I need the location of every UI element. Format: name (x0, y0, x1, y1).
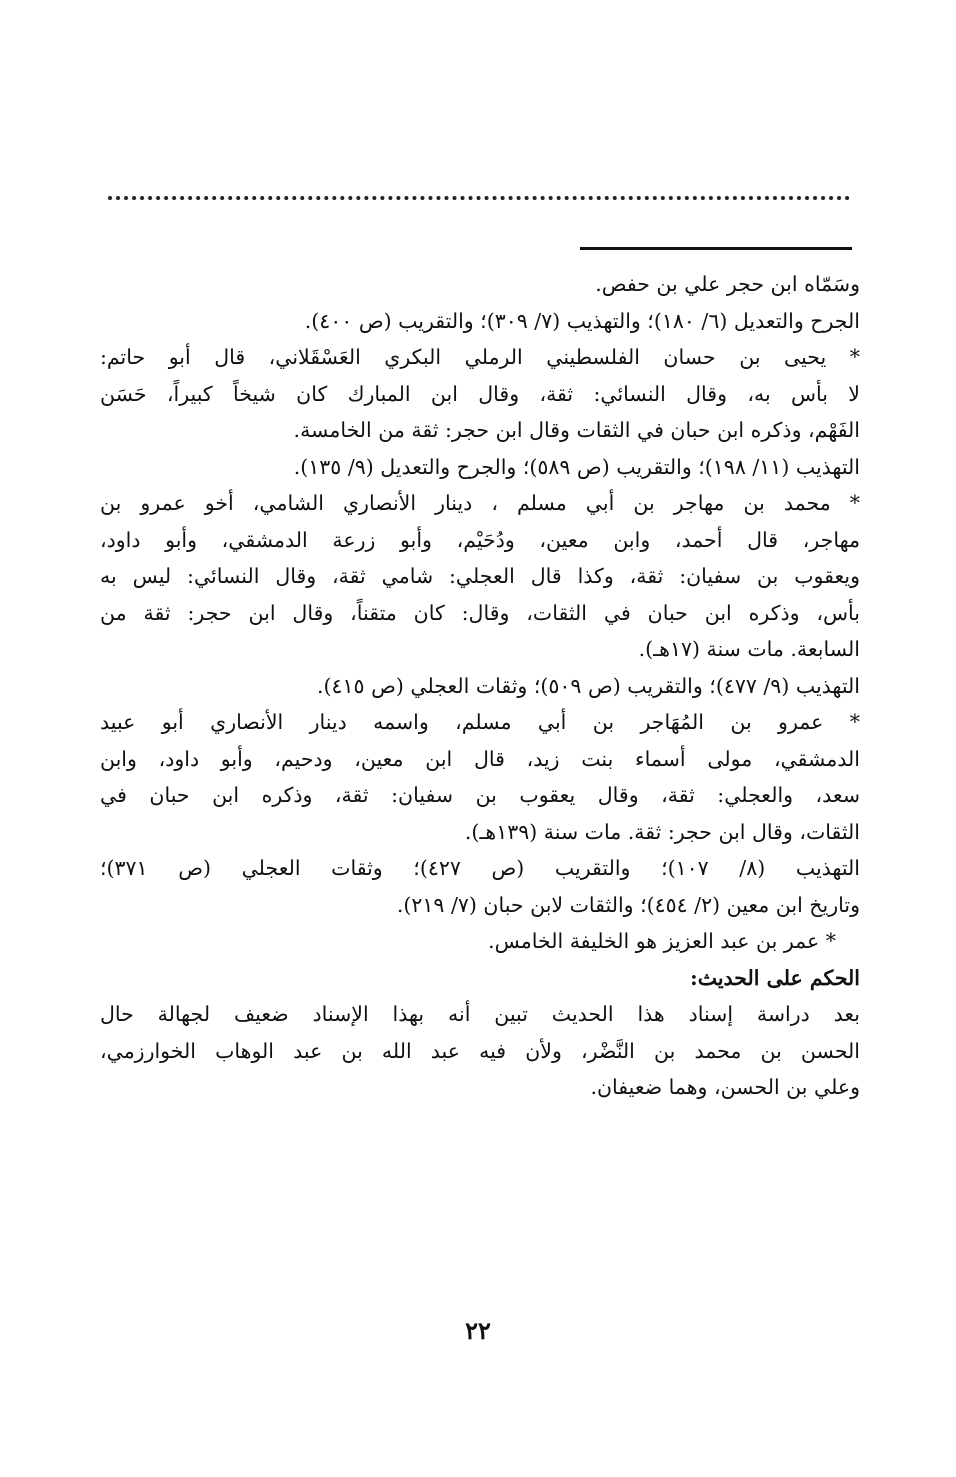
text-line: لا بأس به، وقال النسائي: ثقة، وقال ابن المبارك كان شيخاً كبيراً، حَسَن (100, 381, 860, 406)
page-number: ٢٢ (465, 1316, 491, 1345)
text-line: سعد، والعجلي: ثقة، وقال يعقوب بن سفيان: ثقة، وذكره ابن حبان في (100, 783, 860, 807)
reference-line: التهذيب (٨/ ١٠٧)؛ والتقريب (ص ٤٢٧)؛ وثقات العجلي (ص ٣٧١)؛ (100, 856, 860, 880)
text-line: بأس، وذكره ابن حبان في الثقات، وقال: كان متقناً، وقال ابن حجر: ثقة من (100, 600, 860, 625)
reference-line: وتاريخ ابن معين (٢/ ٤٥٤)؛ والثقات لابن حبان (٧/ ٢١٩). (396, 892, 860, 917)
dotted-separator (108, 196, 850, 200)
text-line: وسَمّاه ابن حجر علي بن حفص. (595, 272, 860, 296)
text-line: الحسن بن محمد بن النَّضْر، ولأن فيه عبد الله بن عبد الوهاب الخوارزمي، (100, 1038, 860, 1063)
section-heading: الحكم على الحديث: (690, 965, 860, 990)
text-line: وعلي بن الحسن، وهما ضعيفان. (590, 1075, 860, 1099)
footnote-rule (580, 247, 852, 250)
text-line: * عمر بن عبد العزيز هو الخليفة الخامس. (488, 929, 836, 953)
text-line: الدمشقي، مولى أسماء بنت زيد، قال ابن معين، ودحيم، وأبو داود، وابن (100, 746, 860, 771)
text-line: * عمرو بن المُهَاجر بن أبي مسلم، واسمه دينار الأنصاري أبو عبيد (100, 710, 860, 734)
text-line: الثقات، وقال ابن حجر: ثقة. مات سنة (١٣٩هـ). (464, 819, 860, 844)
text-line: * محمد بن مهاجر بن أبي مسلم ، دينار الأنصاري الشامي، أخو عمرو بن (100, 491, 860, 515)
text-line: مهاجر، قال أحمد، وابن معين، ودُحَيْم، وأبو زرعة الدمشقي، وأبو داود، (100, 527, 860, 552)
page-body (100, 266, 860, 1106)
text-line: بعد دراسة إسناد هذا الحديث تبين أنه بهذا الإسناد ضعيف لجهالة حال (100, 1002, 860, 1026)
text-line: السابعة. مات سنة (١٧هـ). (638, 637, 860, 661)
reference-line: الجرح والتعديل (٦/ ١٨٠)؛ والتهذيب (٧/ ٣٠٩)؛ والتقريب (ص ٤٠٠). (304, 308, 860, 333)
text-line: ويعقوب بن سفيان: ثقة، وكذا قال العجلي: شامي ثقة، وقال النسائي: ليس به (100, 564, 860, 588)
reference-line: التهذيب (١١/ ١٩٨)؛ والتقريب (ص ٥٨٩)؛ والجرح والتعديل (٩/ ١٣٥). (293, 454, 860, 479)
text-line: * يحيى بن حسان الفلسطيني الرملي البكري العَسْقَلاني، قال أبو حاتم: (100, 345, 860, 369)
text-line: الفَهْم، وذكره ابن حبان في الثقات وقال ابن حجر: ثقة من الخامسة. (293, 418, 860, 442)
reference-line: التهذيب (٩/ ٤٧٧)؛ والتقريب (ص ٥٠٩)؛ وثقات العجلي (ص ٤١٥). (316, 673, 860, 698)
